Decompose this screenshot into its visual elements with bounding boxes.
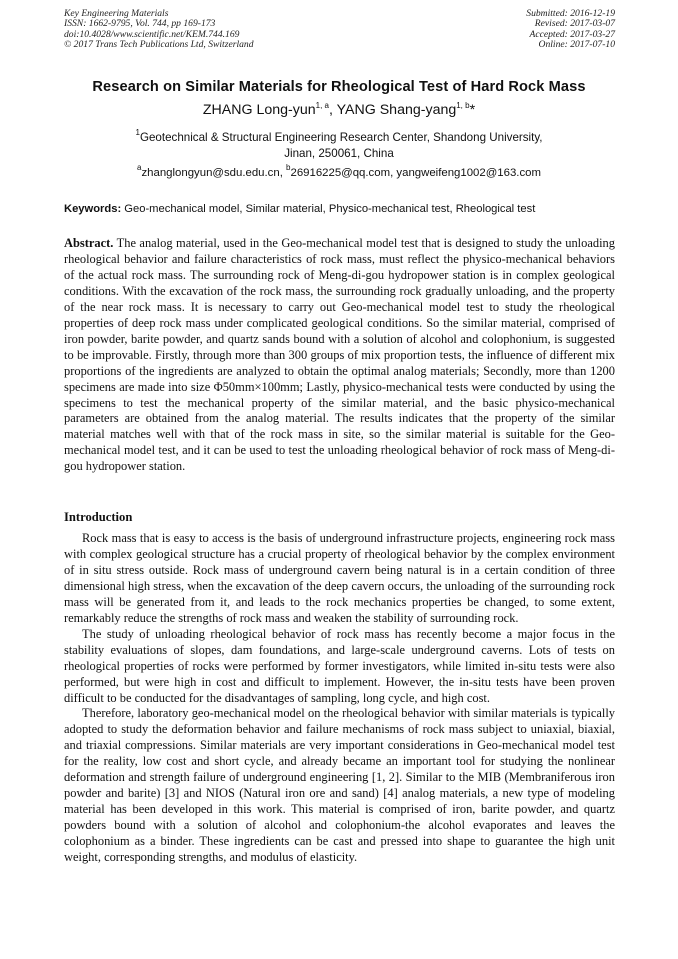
doi-line: doi:10.4028/www.scientific.net/KEM.744.169 [64,28,240,40]
keywords-text: Geo-mechanical model, Similar material, Physico-mechanical test, Rheological test [121,203,536,215]
author-separator: , [328,102,337,118]
affiliation [90,130,588,162]
email-b-sup: b [286,163,291,172]
abstract-label: Abstract. [64,236,114,250]
email-b: 26916225@qq.com, yangweifeng1002@163.com [290,167,541,179]
author-2-affil: 1, b [456,101,470,110]
author-2: YANG Shang-yang [336,102,457,118]
revised-date: Revised: 2017-03-07 [534,18,615,30]
online-date: Online: 2017-07-10 [538,39,615,51]
author-line [40,102,638,118]
affiliation-line-1: Geotechnical & Structural Engineering Research Center, Shandong University, [139,131,543,144]
accepted-date: Accepted: 2017-03-27 [529,28,615,40]
abstract-text: The analog material, used in the Geo-mechanical model test that is designed to study the unloading rheological behavior and failure characteristics of rock mass, must reflect the physico-mechanical behaviors of the actual rock mass. The surrounding rock of Meng-di-gou hydropower station is in complex geological conditions. With the excavation of the rock mass, the surrounding rock gradually unloading, and the property of the near rock mass. It is necessary to carry out Geo-mechanical model test to study the rheological properties of deep rock mass under complicated geological conditions. So the similar material, comprised of iron powder, barite powder, and quartz sands bound with a solution of alcohol and colophonium, is suggested to be improvable. Firstly, through more than 300 groups of mix proportion tests, the influence of different mix proportions of the ingredients are analyzed to obtain the optimal analog materials; Secondly, more than 1200 specimens are made into size Φ50mm×100mm; Lastly, physico-mechanical tests were conducted by using the specimens to test the mechanical property of the similar material, and the basic physico-mechanical parameters are obtained from the analog material. The results indicates that the property of the similar material matches well with that of the rock mass in site, so the similar material is suitable for the Geo-mechanical model test, and it can be used to test the unloading rheological behavior of rock mass of Meng-di-gou hydropower station. [64,236,615,474]
abstract [64,236,615,475]
journal-name: Key Engineering Materials [64,8,169,19]
author-1-affil: 1, a [315,101,329,110]
affiliation-line-2: Jinan, 250061, China [284,147,394,160]
email-line [40,163,638,179]
corresponding-mark: * [469,102,476,118]
introduction-body [64,531,615,866]
introduction-heading: Introduction [64,510,133,524]
intro-paragraph: Rock mass that is easy to access is the basis of underground infrastructure projects, engineering rock mass with complex geological structure has a crucial property of rheological behavior by the complex environment of in situ stress outside. Rock mass of underground cavern being natural is in a certain condition of three dimensional high stress, when the excavation of the deep cavern occurs, the unloading of the surrounding rock mass will be generated from it, and leads to the rock mechanics properties be changed, to some extent, remarkably reduce the strengths of rock mass and weaken the stability of surrounding rock. [64,531,615,625]
keywords-label: Keywords: [64,203,122,215]
dates-header [526,9,615,51]
email-a: zhanglongyun@sdu.edu.cn, [141,167,287,179]
intro-paragraph: The study of unloading rheological behavior of rock mass has recently become a major focus in the stability evaluations of slopes, dam foundations, and large-scale underground caverns. Lots of tests on rheological properties of rocks were performed by former investigators, while limited in-situ tests were also performed, but were high in cost and difficult to implement. However, the in-situ tests have been proven difficult to be conducted for the disadvantages of sampling, long cycle, and high cost. [64,626,615,705]
affiliation-sup: 1 [135,128,140,137]
copyright-line: © 2017 Trans Tech Publications Ltd, Switzerland [64,39,254,51]
author-1: ZHANG Long-yun [202,102,316,118]
paper-title: Research on Similar Materials for Rheological Test of Hard Rock Mass [92,79,586,95]
issn-line: ISSN: 1662-9795, Vol. 744, pp 169-173 [64,18,216,30]
intro-paragraph: Therefore, laboratory geo-mechanical model on the rheological behavior with similar materials is typically adopted to study the deformation behavior and failure mechanisms of rock mass subject to uniaxial, biaxial, and triaxial compressions. Similar materials are very important considerations in Geo-mechanical model test for the reality, low cost and short cycle, and already became an important tool for studying the nonlinear deformation and strength failure of underground engineering [1, 2]. Similar to the MIB (Membraniferous iron powder and barite) [3] and NIOS (Natural iron ore and sand) [4] analog materials, a new type of modeling material has been developed in this work. This material is comprised of iron, barite powder, and quartz powders bound with a solution of alcohol and colophonium-the alcohol evaporates and leaves the colophonium as a binder. These ingredients can be cast and pressed into shape to guarantee the high unit weight, corresponding strengths, and modulus of elasticity. [64,706,615,865]
keywords [64,203,616,215]
submitted-date: Submitted: 2016-12-19 [526,8,615,19]
journal-header [64,9,254,51]
email-a-sup: a [137,163,142,172]
